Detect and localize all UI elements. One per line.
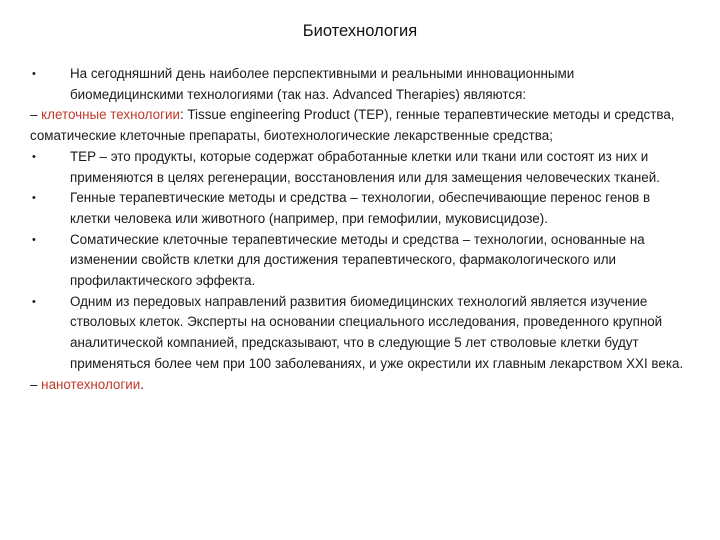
dash-text: . <box>140 376 144 392</box>
dash-item <box>30 375 690 396</box>
dash-prefix: – <box>30 376 42 392</box>
bullet-item <box>30 147 690 188</box>
bullet-text: TEP – это продукты, которые содержат обработанные клетки или ткани или состоят из них и применяются в целях регенерации, восстановления или для замещения человеческих тканей. <box>70 148 660 185</box>
bullet-item <box>30 230 690 292</box>
highlighted-term: нанотехнологии <box>41 376 141 392</box>
bullet-item <box>30 64 690 105</box>
bullet-icon: • <box>32 295 36 308</box>
bullet-icon: • <box>32 150 36 163</box>
slide-title: Биотехнология <box>302 22 418 40</box>
bullet-icon: • <box>32 68 36 80</box>
highlighted-term: клеточные технологии <box>41 107 180 123</box>
bullet-text: Соматические клеточные терапевтические методы и средства – технологии, основанные на изменении свойств клетки для достижения терапевтического, фармакологического или профилактического эффекта. <box>70 231 645 289</box>
bullet-icon: • <box>32 233 36 246</box>
bullet-item <box>30 292 690 375</box>
dash-item <box>30 105 690 146</box>
bullet-text: На сегодняшний день наиболее перспективными и реальными инновационными биомедицинскими технологиями (так наз. Advanced Therapies) являются: <box>70 66 575 102</box>
slide-content <box>30 64 690 395</box>
bullet-item <box>30 188 690 229</box>
bullet-text: Генные терапевтические методы и средства – технологии, обеспечивающие перенос генов в клетки человека или животного (например, при гемофилии, муковисцидозе). <box>70 190 651 226</box>
bullet-icon: • <box>32 192 36 205</box>
bullet-text: Одним из передовых направлений развития биомедицинских технологий является изучение стволовых клеток. Эксперты на основании специального исследования, проведенного крупной аналитической компанией, предсказывают, что в следующие 5 лет стволовые клетки будут применяться более чем при 100 заболеваниях, и уже окрестили их главным лекарством XXI века. <box>70 293 684 371</box>
dash-text: : Tissue engineering Product (TEP), генные терапевтические методы и средства, соматические клеточные препараты, биотехнологические лекарственные средства; <box>30 107 675 144</box>
dash-prefix: – <box>30 107 42 123</box>
